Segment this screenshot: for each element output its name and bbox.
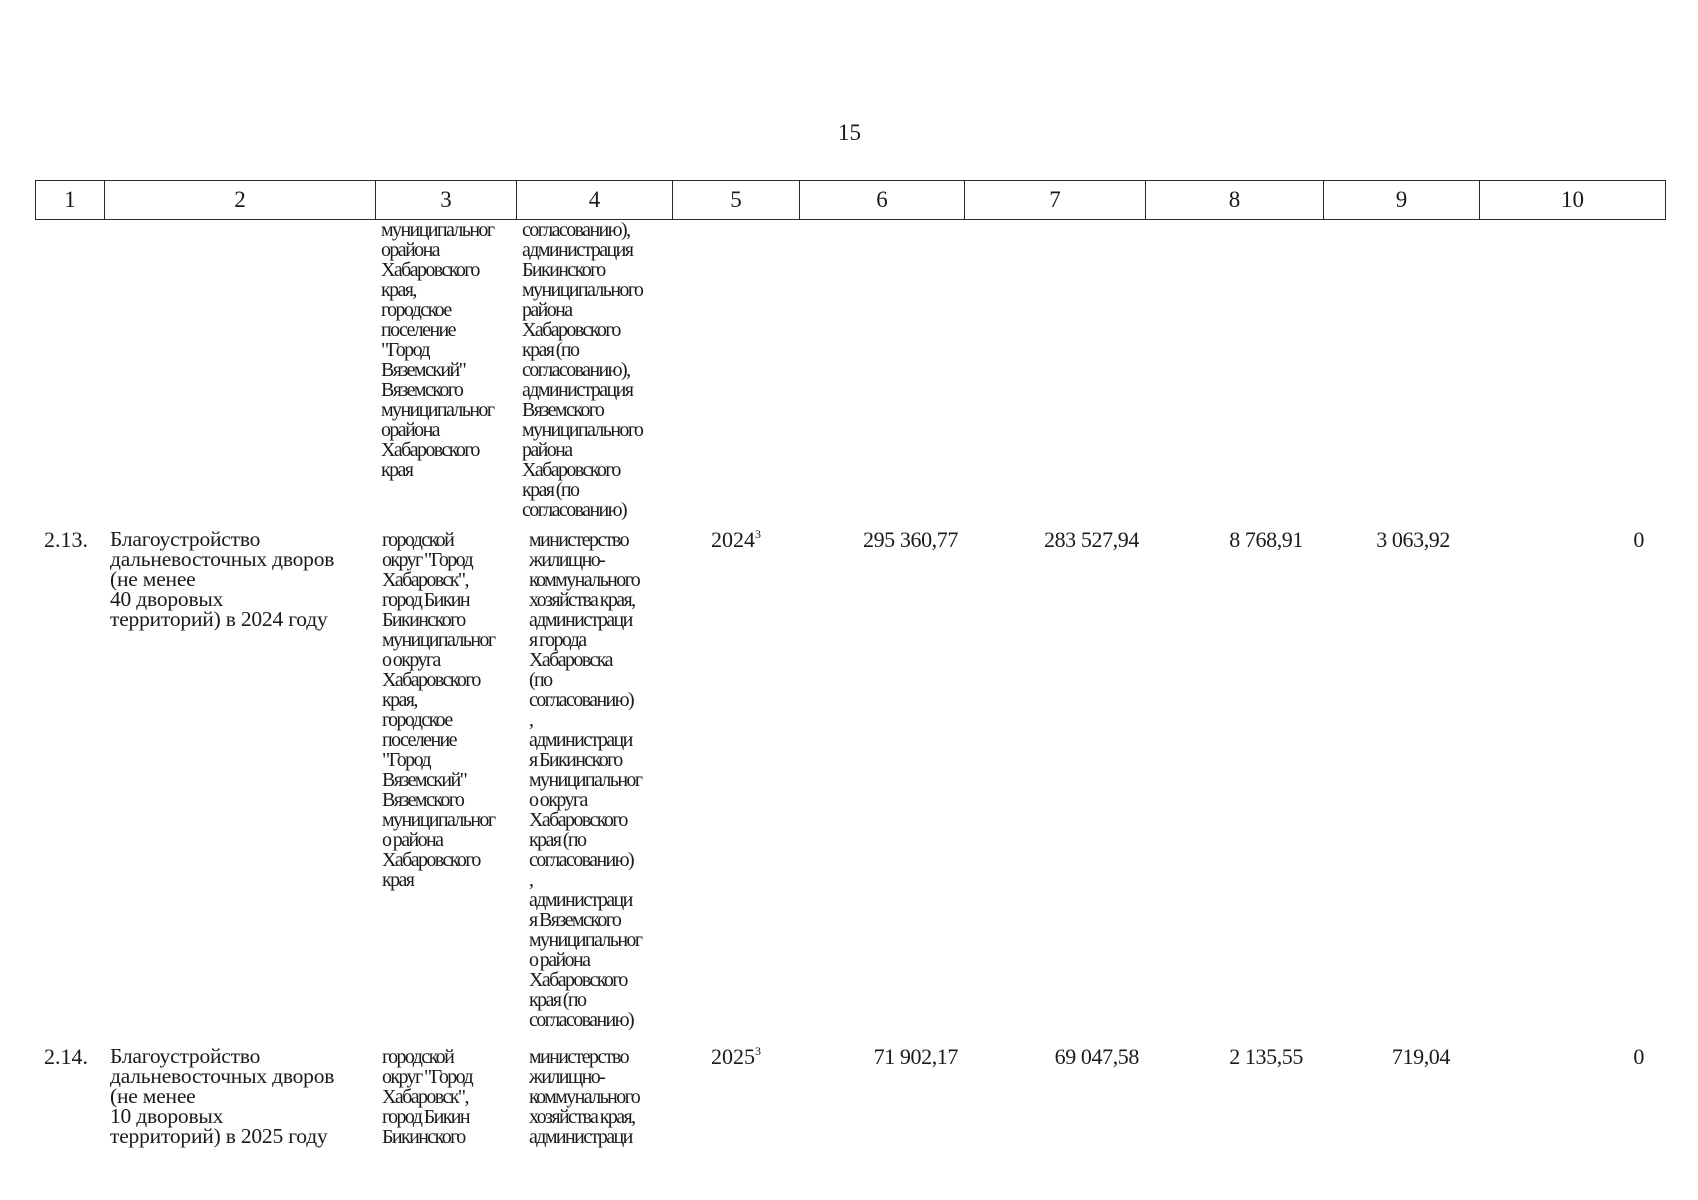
header-col-5: 5 bbox=[673, 181, 800, 220]
row-2-14-territory: городской округ "Город Хабаровск", город Бикин Бикинского bbox=[382, 1046, 473, 1148]
row-2-14-year-value: 2025 bbox=[711, 1044, 755, 1069]
header-col-2: 2 bbox=[105, 181, 376, 220]
continuation-col4: согласованию), администрация Бикинского муниципального района Хабаровского края (по согласованию), администрация Вяземского муниципального района Хабаровского края (по согласованию) bbox=[522, 219, 643, 521]
header-col-6: 6 bbox=[800, 181, 965, 220]
row-2-14-col8: 2 135,55 bbox=[1229, 1044, 1303, 1069]
row-2-14-year bbox=[711, 1045, 761, 1069]
row-2-13-executor: министерство жилищно- коммунального хозяйства края, администраци я города Хабаровска (по согласованию) , администраци я Бикинского муниципальног о округа Хабаровского края (по согласованию) , администраци я Вяземского муниципальног о района Хабаровского края (по согласованию) bbox=[529, 529, 642, 1031]
header-col-3: 3 bbox=[376, 181, 517, 220]
row-2-14-col9: 719,04 bbox=[1391, 1044, 1450, 1069]
header-col-1: 1 bbox=[36, 181, 105, 220]
row-2-13-total: 295 360,77 bbox=[862, 527, 958, 552]
row-2-13-col8: 8 768,91 bbox=[1229, 527, 1303, 552]
row-2-14-executor: министерство жилищно- коммунального хозяйства края, администраци bbox=[529, 1046, 640, 1148]
row-2-13-territory: городской округ "Город Хабаровск", город Бикин Бикинского муниципальног о округа Хабаровского края, городское поселение "Город Вяземский" Вяземского муниципальног о района Хабаровского края bbox=[382, 529, 495, 891]
row-2-13-year-value: 2024 bbox=[711, 527, 755, 552]
table-header-row bbox=[35, 180, 1666, 220]
header-col-7: 7 bbox=[965, 181, 1146, 220]
page-number: 15 bbox=[838, 120, 861, 145]
row-2-14-name: Благоустройство дальневосточных дворов (не менее 10 дворовых территорий) в 2025 году bbox=[110, 1044, 335, 1148]
continuation-col3: муниципальног орайона Хабаровского края, городское поселение "Город Вяземский" Вяземского муниципальног орайона Хабаровского края bbox=[381, 219, 494, 481]
row-2-14-total: 71 902,17 bbox=[873, 1044, 958, 1069]
row-2-14-col10: 0 bbox=[1633, 1044, 1644, 1069]
header-col-9: 9 bbox=[1324, 181, 1480, 220]
header-col-10: 10 bbox=[1480, 181, 1666, 220]
row-2-14-number: 2.14. bbox=[44, 1044, 88, 1069]
row-2-13-year bbox=[711, 528, 761, 552]
row-2-14-year-note: 3 bbox=[755, 1044, 761, 1058]
header-col-8: 8 bbox=[1146, 181, 1324, 220]
row-2-13-number: 2.13. bbox=[44, 527, 88, 552]
row-2-13-col10: 0 bbox=[1633, 527, 1644, 552]
row-2-14-col7: 69 047,58 bbox=[1054, 1044, 1139, 1069]
header-col-4: 4 bbox=[517, 181, 673, 220]
row-2-13-col9: 3 063,92 bbox=[1376, 527, 1450, 552]
row-2-13-year-note: 3 bbox=[755, 527, 761, 541]
row-2-13-name: Благоустройство дальневосточных дворов (не менее 40 дворовых территорий) в 2024 году bbox=[110, 527, 335, 631]
row-2-13-col7: 283 527,94 bbox=[1043, 527, 1139, 552]
